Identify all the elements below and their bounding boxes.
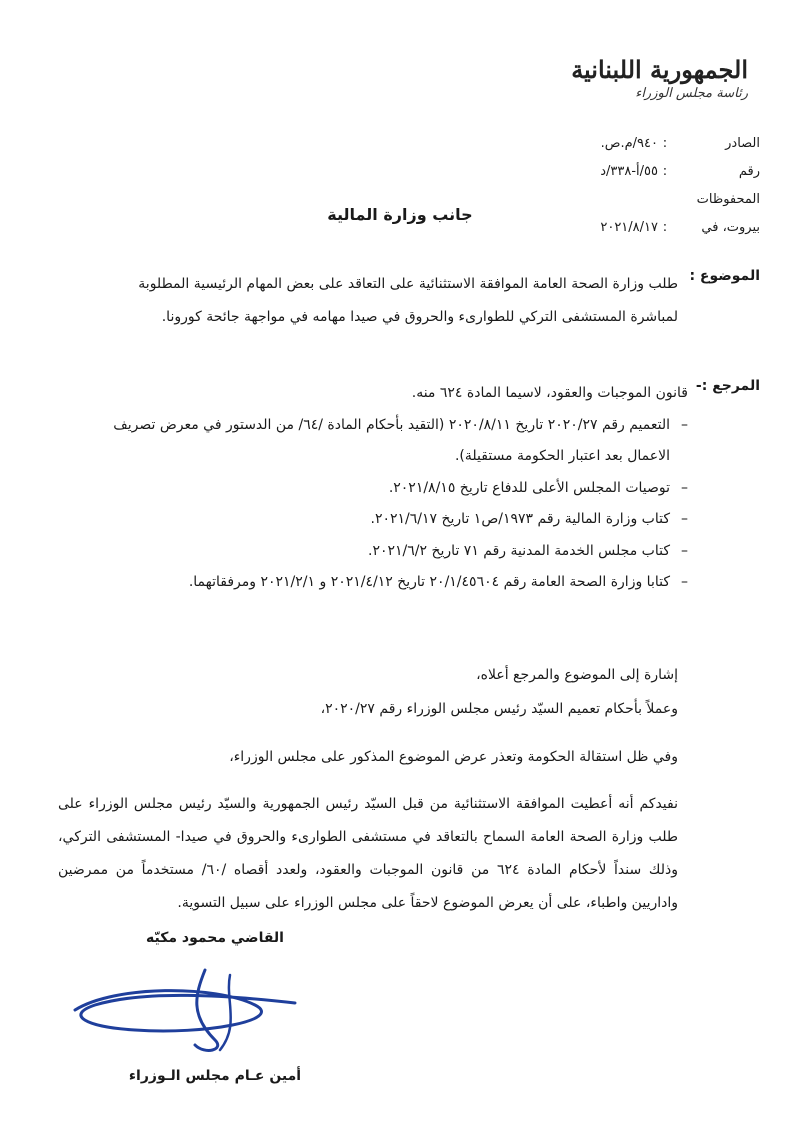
handwritten-signature-icon <box>55 955 305 1065</box>
reference-item: – كتابا وزارة الصحة العامة رقم ٢٠/١/٤٥٦٠٤ تاريخ ٢٠٢١/٤/١٢ و ٢٠٢١/٢/١ ومرفقاتهما. <box>188 574 688 590</box>
archive-value: ٥٥/أ-٣٣٨/د <box>600 164 658 179</box>
subject-label: الموضوع : <box>689 268 760 284</box>
issued-label: الصادر <box>725 136 760 151</box>
meta-issued: الصادر : ٩٤٠/م.ص. <box>600 130 760 158</box>
letter-body <box>38 658 678 774</box>
body-paragraph-4: نفيدكم أنه أعطيت الموافقة الاستثنائية من قبل السيّد رئيس الجمهورية والسيّد رئيس مجلس الوزراء على طلب وزارة الصحة العامة السماح بالتعاقد في مستشفى الطوارىء والحروق في صيدا- المستشفى التركي، وذلك سنداً لأحكام المادة ٦٢٤ من قانون الموجبات والعقود، ولعدد أقصاه /٦٠/ مستخدماً من ممرضين واداريين واطباء، على أن يعرض الموضوع لاحقاً على مجلس الوزراء على سبيل التسوية. <box>58 796 678 911</box>
recipient-heading: جانب وزارة المالية <box>327 205 473 224</box>
place-label: بيروت، في <box>701 220 760 235</box>
letterhead-presidency: رئاسة مجلس الوزراء <box>635 86 748 101</box>
references-list <box>88 378 688 599</box>
letterhead-republic: الجمهورية اللبنانية <box>571 55 748 84</box>
letterhead-logo <box>571 55 748 101</box>
meta-date: بيروت، في : ٢٠٢١/٨/١٧ <box>600 214 760 242</box>
document-meta <box>600 130 760 242</box>
date-value: ٢٠٢١/٨/١٧ <box>600 220 658 235</box>
subject-text: طلب وزارة الصحة العامة الموافقة الاستثنائية على التعاقد على بعض المهام الرئيسية المطلوبة لمباشرة المستشفى التركي للطوارىء والحروق في صيدا مهامه في مواجهة جائحة كورونا. <box>138 276 678 325</box>
meta-archive: رقم المحفوظات : ٥٥/أ-٣٣٨/د <box>600 158 760 214</box>
reference-item: – كتاب وزارة المالية رقم ١٩٧٣/ص١ تاريخ ٢٠٢١/٦/١٧. <box>370 511 688 527</box>
body-paragraph-1: إشارة إلى الموضوع والمرجع أعلاه، <box>476 667 678 683</box>
signatory-title: أمين عـام مجلس الـوزراء <box>128 1068 302 1084</box>
body-paragraph-3: وفي ظل استقالة الحكومة وتعذر عرض الموضوع المذكور على مجلس الوزراء، <box>229 749 678 765</box>
reference-item: – توصيات المجلس الأعلى للدفاع تاريخ ٢٠٢١/٨/١٥. <box>388 479 688 496</box>
issued-value: ٩٤٠/م.ص. <box>600 136 658 151</box>
signatory-name: القاضي محمود مكيّه <box>146 930 284 946</box>
body-paragraph-2: وعملاً بأحكام تعميم السيّد رئيس مجلس الوزراء رقم ٢٠٢٠/٢٧، <box>320 701 678 717</box>
reference-item: – كتاب مجلس الخدمة المدنية رقم ٧١ تاريخ ٢٠٢١/٦/٢. <box>368 542 688 559</box>
reference-item: – التعميم رقم ٢٠٢٠/٢٧ تاريخ ٢٠٢٠/٨/١١ (التقيد بأحكام المادة /٦٤/ من الدستور في معرض تصريف الاعمال بعد اعتبار الحكومة مستقيلة). <box>113 416 688 464</box>
reference-intro: قانون الموجبات والعقود، لاسيما المادة ٦٢٤ منه. <box>411 385 688 401</box>
archive-label: رقم المحفوظات <box>696 164 760 207</box>
references-label: المرجع :- <box>695 378 760 394</box>
